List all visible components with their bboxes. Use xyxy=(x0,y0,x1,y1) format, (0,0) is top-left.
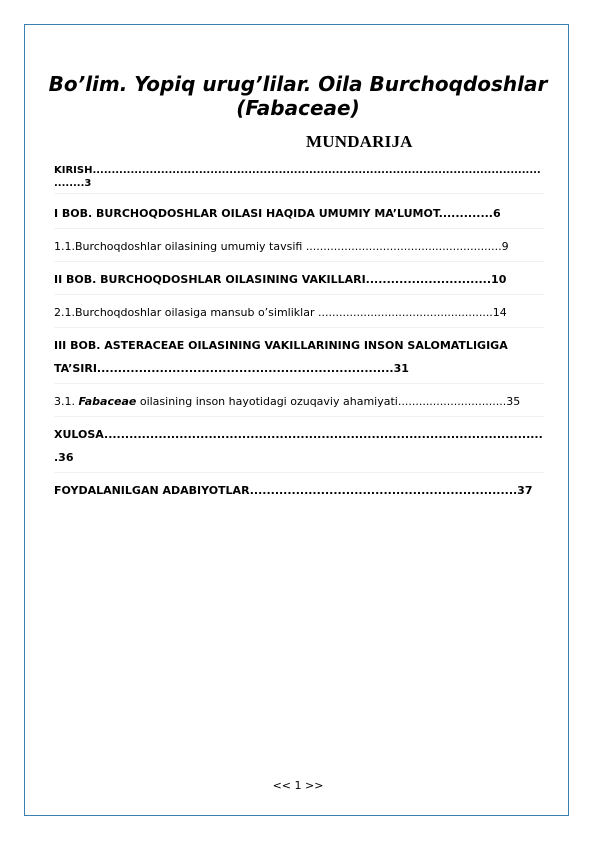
toc-entry-emphasis: Fabaceae xyxy=(78,395,137,408)
toc-entry-chapter-3[interactable] xyxy=(54,334,544,380)
toc-entry-text: 2.1.Burchoqdoshlar oilasiga mansub o’simliklar ..................................................14 xyxy=(54,306,507,319)
toc-entry-section-3-1[interactable] xyxy=(54,390,544,413)
contents-heading: MUNDARIJA xyxy=(306,132,413,151)
toc-entry-section-1-1[interactable] xyxy=(54,235,544,258)
toc-entry-kirish[interactable] xyxy=(54,164,544,190)
toc-entry-text: I BOB. BURCHOQDOSHLAR OILASI HAQIDA UMUMIY MA’LUMOT.............6 xyxy=(54,207,501,220)
toc-entry-text: KIRISH..............................................................................................................................3 xyxy=(54,165,541,189)
toc-entry-xulosa[interactable] xyxy=(54,423,544,469)
toc-entry-prefix: 3.1. xyxy=(54,395,79,408)
toc-entry-text: FOYDALANILGAN ADABIYOTLAR................................................................37 xyxy=(54,484,533,497)
document-title: Bo’lim. Yopiq urug’lilar. Oila Burchoqdoshlar (Fabaceae) xyxy=(48,72,548,120)
table-of-contents xyxy=(54,164,544,502)
toc-entry-adabiyotlar[interactable] xyxy=(54,479,544,502)
toc-entry-chapter-1[interactable] xyxy=(54,202,544,225)
toc-entry-chapter-2[interactable] xyxy=(54,268,544,291)
toc-entry-text: oilasining inson hayotidagi ozuqaviy ahamiyati...............................35 xyxy=(136,395,521,408)
toc-entry-text: XULOSA..........................................................................................................36 xyxy=(54,428,543,464)
page-number: << 1 >> xyxy=(272,779,324,792)
toc-entry-text: II BOB. BURCHOQDOSHLAR OILASINING VAKILLARI..............................10 xyxy=(54,273,507,286)
toc-entry-text: 1.1.Burchoqdoshlar oilasining umumiy tavsifi ........................................................9 xyxy=(54,240,509,253)
toc-entry-text: III BOB. ASTERACEAE OILASINING VAKILLARINING INSON SALOMATLIGIGA TA’SIRI.......................................................................31 xyxy=(54,339,508,375)
toc-entry-section-2-1[interactable] xyxy=(54,301,544,324)
